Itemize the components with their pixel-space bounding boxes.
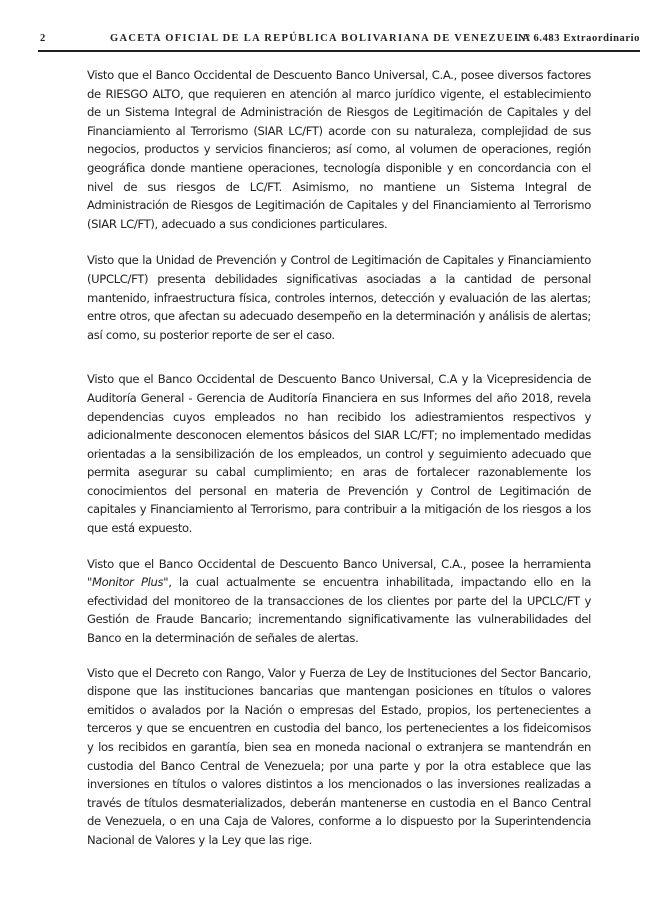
issue-number: Nº 6.483 Extraordinario [518, 33, 640, 44]
paragraph-text: Visto que el Banco Occidental de Descuento Banco Universal, C.A., posee la herramienta [87, 556, 591, 571]
paragraph-monitor-plus [87, 555, 591, 648]
paragraph-auditoria: Visto que el Banco Occidental de Descuento Banco Universal, C.A y la Vicepresidencia de Auditoría General - Gerencia de Auditoría Financiera en sus Informes del año 2018, revela dependencias cuyos empleados no han recibido los adiestramientos respectivos y adicionalmente desconocen elementos básicos del SIAR LC/FT; no implementado medidas orientadas a la sensibilización de los empleados, un control y seguimiento adecuado que permita asegurar su cabal cumplimiento; en aras de fortalecer razonablemente los conocimientos del personal en materia de Prevención y Control de Legitimación de capitales y Financiamiento al Terrorismo, para contribuir a la mitigación de los riesgos a los que está expuesto. [87, 372, 591, 536]
paragraph-decreto-ley: Visto que el Decreto con Rango, Valor y Fuerza de Ley de Instituciones del Sector Bancario, dispone que las instituciones bancarias que mantengan posiciones en títulos o valores emitidos o avalados por la Nación o empresas del Estado, propios, los pertenecientes a terceros y que se encuentren en custodia del banco, los pertenecientes a los fideicomisos y los recibidos en garantía, bien sea en moneda nacional o extranjera se mantendrán en custodia del Banco Central de Venezuela; por una parte y por la otra establece que las inversiones en títulos o valores distintos a los mencionados o las inversiones realizadas a través de títulos desmaterializados, deberán mantenerse en custodia en el Banco Central de Venezuela, o en una Caja de Valores, conforme a lo dispuesto por la Superintendencia Nacional de Valores y la Ley que las rige. [87, 665, 591, 847]
paragraph-riesgo-alto: Visto que el Banco Occidental de Descuento Banco Universal, C.A., posee diversos factores de RIESGO ALTO, que requieren en atención al marco jurídico vigente, el establecimiento de un Sistema Integral de Administración de Riesgos de Legitimación de Capitales y del Financiamiento al Terrorismo (SIAR LC/FT) acorde con su naturaleza, complejidad de sus negocios, productos y servicios financieros; así como, al volumen de operaciones, región geográfica donde mantiene operaciones, tecnología disponible y en concordancia con el nivel de sus riesgos de LC/FT. Asimismo, no mantiene un Sistema Integral de Administración de Riesgos de Legitimación de Capitales y del Financiamiento al Terrorismo (SIAR LC/FT), adecuado a sus condiciones particulares. [87, 68, 591, 231]
paragraph-text: , la cual actualmente se encuentra inhabilitada, impactando ello en la efectividad del monitoreo de la transacciones de los clientes por parte del la UPCLC/FT y Gestión de Fraude Bancario; incrementando significativamente las vulnerabilidades del Banco en la determinación de señales de alertas. [87, 575, 592, 646]
tool-name-italic: "Monitor Plus" [87, 575, 169, 590]
gazette-header [38, 33, 640, 49]
gazette-title: GACETA OFICIAL DE LA REPÚBLICA BOLIVARIANA DE VENEZUELA [110, 33, 532, 44]
header-rule [38, 50, 640, 52]
document-body [87, 66, 591, 850]
page-number: 2 [40, 33, 47, 44]
paragraph-upclc-ft: Visto que la Unidad de Prevención y Control de Legitimación de Capitales y Financiamiento (UPCLC/FT) presenta debilidades significativas asociadas a la cantidad de personal mantenido, infraestructura física, controles internos, detección y evaluación de las alertas; entre otros, que afectan su adecuado desempeño en la determinación y análisis de alertas; así como, su posterior reporte de ser el caso. [87, 253, 591, 342]
